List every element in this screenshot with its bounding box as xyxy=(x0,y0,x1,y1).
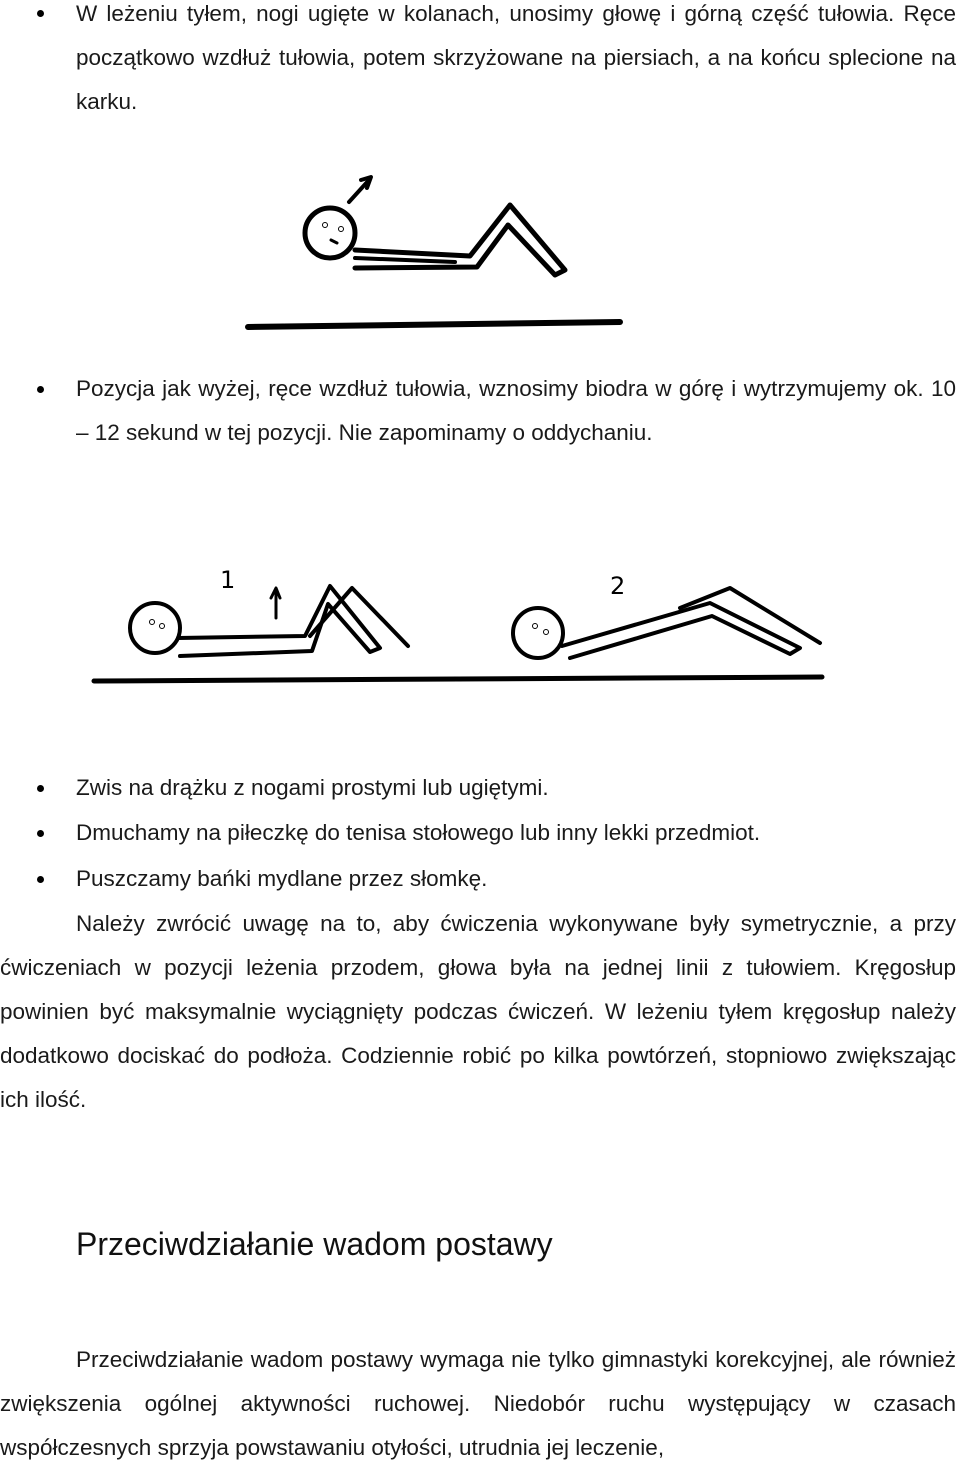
figure-head xyxy=(305,208,355,258)
figure-eye xyxy=(150,620,155,625)
exercise-text: Dmuchamy na piłeczkę do tenisa stołowego lub inny lekki przedmiot. xyxy=(76,820,761,845)
bullet-dot xyxy=(37,830,44,837)
bullet-dot xyxy=(37,10,44,17)
bullet-dot xyxy=(37,876,44,883)
section-paragraph: Przeciwdziałanie wadom postawy wymaga nie tylko gimnastyki korekcyjnej, ale również zwiększenia ogólnej aktywności ruchowej. Niedobór ruchu występujący w czasach współczesnych sprzyja powstawaniu otyłości, utrudnia jej leczenie, xyxy=(0,1347,956,1460)
exercise-illustration-head-lift xyxy=(245,130,625,355)
phase-label-1: 1 xyxy=(220,566,236,594)
exercise-text: Puszczamy bańki mydlane przez słomkę. xyxy=(76,866,488,891)
figure-eye xyxy=(323,223,328,228)
floor-line xyxy=(248,322,620,327)
phase-label-2: 2 xyxy=(610,572,626,600)
exercise-note-paragraph: Należy zwrócić uwagę na to, aby ćwiczenia wykonywane były symetrycznie, a przy ćwiczeniach w pozycji leżenia przodem, głowa była na jednej linii z tułowiem. Kręgosłup powinien być maksymalnie wyciągnięty podczas ćwiczeń. W leżeniu tyłem kręgosłup należy dodatkowo dociskać do podłoża. Codziennie robić po kilka powtórzeń, stopniowo zwiększając ich ilość. xyxy=(0,911,956,1112)
figure-eye xyxy=(544,630,549,635)
bullet-dot xyxy=(37,785,44,792)
figure-mouth xyxy=(331,240,337,243)
figure-eye xyxy=(160,624,165,629)
figure-body xyxy=(355,205,565,275)
figure-head xyxy=(130,603,180,653)
exercise-text: W leżeniu tyłem, nogi ugięte w kolanach, unosimy głowę i górną część tułowia. Ręce początkowo wzdłuż tułowia, potem skrzyżowane na piersiach, a na końcu splecione na karku. xyxy=(76,1,956,114)
exercise-text: Zwis na drążku z nogami prostymi lub ugiętymi. xyxy=(76,775,549,800)
figure-eye xyxy=(533,624,538,629)
figure-head xyxy=(513,608,563,658)
figure-arm xyxy=(355,258,455,262)
bullet-dot xyxy=(37,386,44,393)
exercise-text: Pozycja jak wyżej, ręce wzdłuż tułowia, wznosimy biodra w górę i wytrzymujemy ok. 10 – 12 sekund w tej pozycji. Nie zapominamy o oddychaniu. xyxy=(76,376,956,445)
figure-eye xyxy=(339,227,344,232)
floor-line xyxy=(94,677,822,681)
section-heading: Przeciwdziałanie wadom postawy xyxy=(76,1226,553,1262)
exercise-illustration-hip-raise xyxy=(80,508,835,753)
motion-arrow xyxy=(349,180,369,202)
